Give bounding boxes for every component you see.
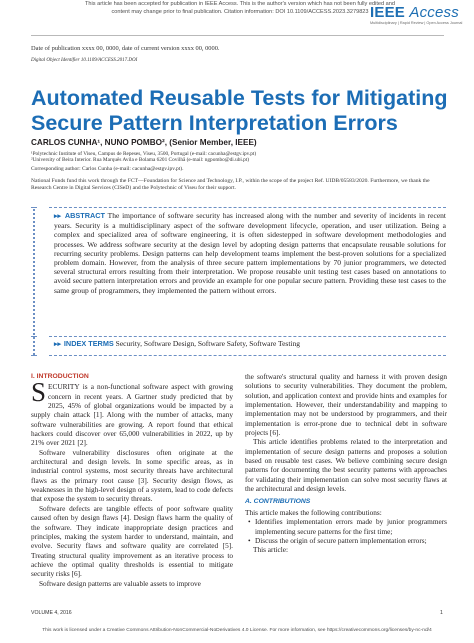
- funding-note: National Funds fund this work through the FCT—Foundation for Science and Technology, I.P., within the scope of the project Ref. UIDB/05583/2020. Furthermore, we thank the Research Centre in Digital Services (CISeD) and the Polytechnic of Viseu for their support.: [31, 178, 430, 192]
- index-terms-marker-icon: ▸▸: [54, 341, 62, 348]
- index-terms-rule-bottom: [49, 355, 446, 356]
- index-rule-left-bottom: [31, 355, 37, 356]
- abstract-rule-left-top: [31, 207, 37, 208]
- corresponding-author: Corresponding author: Carlos Cunha (e-mail: cacunha@estgv.ipv.pt).: [31, 166, 184, 172]
- index-terms-heading: INDEX TERMS: [63, 339, 114, 348]
- affiliation-1: ¹Polytechnic Institute of Viseu, Campus de Repeses, Viseu, 3500, Portugal (e-mail: cacunha@estgv.ipv.pt): [31, 151, 257, 157]
- body-column-left: [31, 372, 233, 588]
- index-rule-left-top: [31, 336, 37, 337]
- intro-paragraph-4: Software design patterns are valuable assets to improve: [39, 578, 201, 588]
- subsection-heading-contributions: A. CONTRIBUTIONS: [245, 498, 311, 506]
- intro-paragraph-1: [31, 377, 233, 448]
- abstract-side-rule: [33, 209, 35, 355]
- right-paragraph-1: the software's structural quality and harness it with proven design solutions to security vulnerabilities. They document the problem, solution, and application context and provide hints and examples for implementation. However, their understandability and mapping to implementation may not be understood by programmers, and their implementation is error-prone due to technical debt in software projects [6].: [245, 372, 447, 438]
- right-paragraph-4: This article:: [253, 545, 289, 555]
- right-paragraph-2: This article identifies problems related to the interpretation and implementation of secure design patterns and proposes a solution based on reusable test cases. We believe combining secure design patterns for documenting the best security patterns with approaches for validating their implementation can solve most security flaws at the architectural and design levels.: [245, 437, 447, 494]
- index-terms-text: Security, Software Design, Software Safety, Software Testing: [115, 339, 301, 348]
- body-column-right: [245, 372, 447, 555]
- banner-line-1: This article has been accepted for publication in IEEE Access. This is the author's version which has not been fully edited and: [84, 1, 396, 7]
- abstract-text: The importance of software security has increased along with the number and severity of incidents in recent years. Security is a multidisciplinary aspect of the software development lifecycle, operation, and user utilization. Being a complex and specialized area of software engineering, it is often sidestepped in software development methodologies and processes. We address software security at the design level by adopting design patterns that encapsulate reusable solutions for recurring security problems. Design patterns can help development teams implement the best-proven solutions for a specialized problem domain. However, from the analysis of three secure pattern implementations by 70 junior programmers, we detected several structural errors resulting from their interpretation. We propose reusable unit testing test cases based on annotations to avoid secure pattern interpretation errors and provide an example for one popular secure pattern. Providing these test cases to the same group of programmers, they implemented the pattern without errors.: [54, 211, 446, 295]
- intro-paragraph-3: Software defects are tangible effects of poor software quality caused often by design flaws [4]. Design flaws harm the quality of the software. They indicate inappropriate design practices and principles, making the system harder to understand, maintain, and evolve. Security flaws and software quality are correlated [5]. Treating structural quality improvement as an iterative process to achieve the optimal quality thresholds is essential to mitigate security risks [6].: [31, 503, 233, 579]
- intro-paragraph-2: Software vulnerability disclosures often originate at the architectural and design levels. In some specific areas, as in industrial control systems, most security threats have architectural flaws as the primary root cause [3]. Security design flows, as weaknesses in the high-level design of a system, lead to code defects that expose the system to security threats.: [31, 447, 233, 504]
- intro-first-word: ECURITY: [48, 382, 80, 392]
- logo-word-italic: Access: [409, 4, 459, 21]
- paper-title: Automated Reusable Tests for Mitigating Secure Pattern Interpretation Errors: [31, 86, 448, 135]
- publication-date: Date of publication xxxx 00, 0000, date of current version xxxx 00, 0000.: [31, 45, 220, 52]
- footer-page-number: 1: [440, 610, 443, 616]
- author-list: CARLOS CUNHA¹, NUNO POMBO², (Senior Member, IEEE): [31, 138, 257, 147]
- ieee-access-logo: [370, 4, 462, 30]
- index-terms: [54, 339, 446, 349]
- list-item: • Discuss the origin of secure pattern implementation errors;: [245, 536, 447, 545]
- header-rule: [31, 35, 444, 36]
- contributions-list: [245, 517, 447, 545]
- license-line: This work is licensed under a Creative Commons Attribution-NonCommercial-NoDerivatives 4.0 License. For more information, see https://creativecommons.org/licenses/by-nc-nd/4: [42, 628, 432, 633]
- contributions-intro: This article makes the following contributions:: [245, 507, 382, 517]
- banner-line-2: content may change prior to final publication. Citation information: DOI 10.1109/ACCESS.2023.3279823: [111, 9, 369, 15]
- abstract-rule-top: [49, 207, 446, 208]
- index-terms-rule-top: [49, 336, 446, 337]
- intro-paragraph-1-text: is a non-functional software aspect with growing concern in recent years. A Gartner study predicted that by 2025, 45% of global organizations would be impacted by a supply chain attack [1]. Along with the number of attacks, many software vulnerabilities are growing. A report found that ethical hackers could discover over 65,000 vulnerabilities in 2022, up by 21% over 2021 [2].: [31, 382, 233, 448]
- list-item: • Identifies implementation errors made by junior programmers implementing secure patterns for the first time;: [245, 517, 447, 536]
- abstract-heading: ABSTRACT: [64, 211, 105, 220]
- logo-tagline: Multidisciplinary | Rapid Review | Open Access Journal: [370, 21, 463, 25]
- abstract-marker-icon: ▸▸: [54, 213, 62, 220]
- section-heading-introduction: I. INTRODUCTION: [31, 373, 89, 380]
- footer-volume: VOLUME 4, 2016: [31, 610, 72, 616]
- logo-word: IEEE: [370, 4, 405, 21]
- abstract: [54, 211, 446, 295]
- affiliation-2: ²University of Beira Interior. Rua Marquês Avila e Bolama 6201 Covilhã (e-mail: ngpombo@di.ubi.pt): [31, 157, 250, 163]
- doi-line: Digital Object Identifier 10.1109/ACCESS.2017.DOI: [31, 58, 138, 63]
- drop-cap: S: [31, 377, 47, 408]
